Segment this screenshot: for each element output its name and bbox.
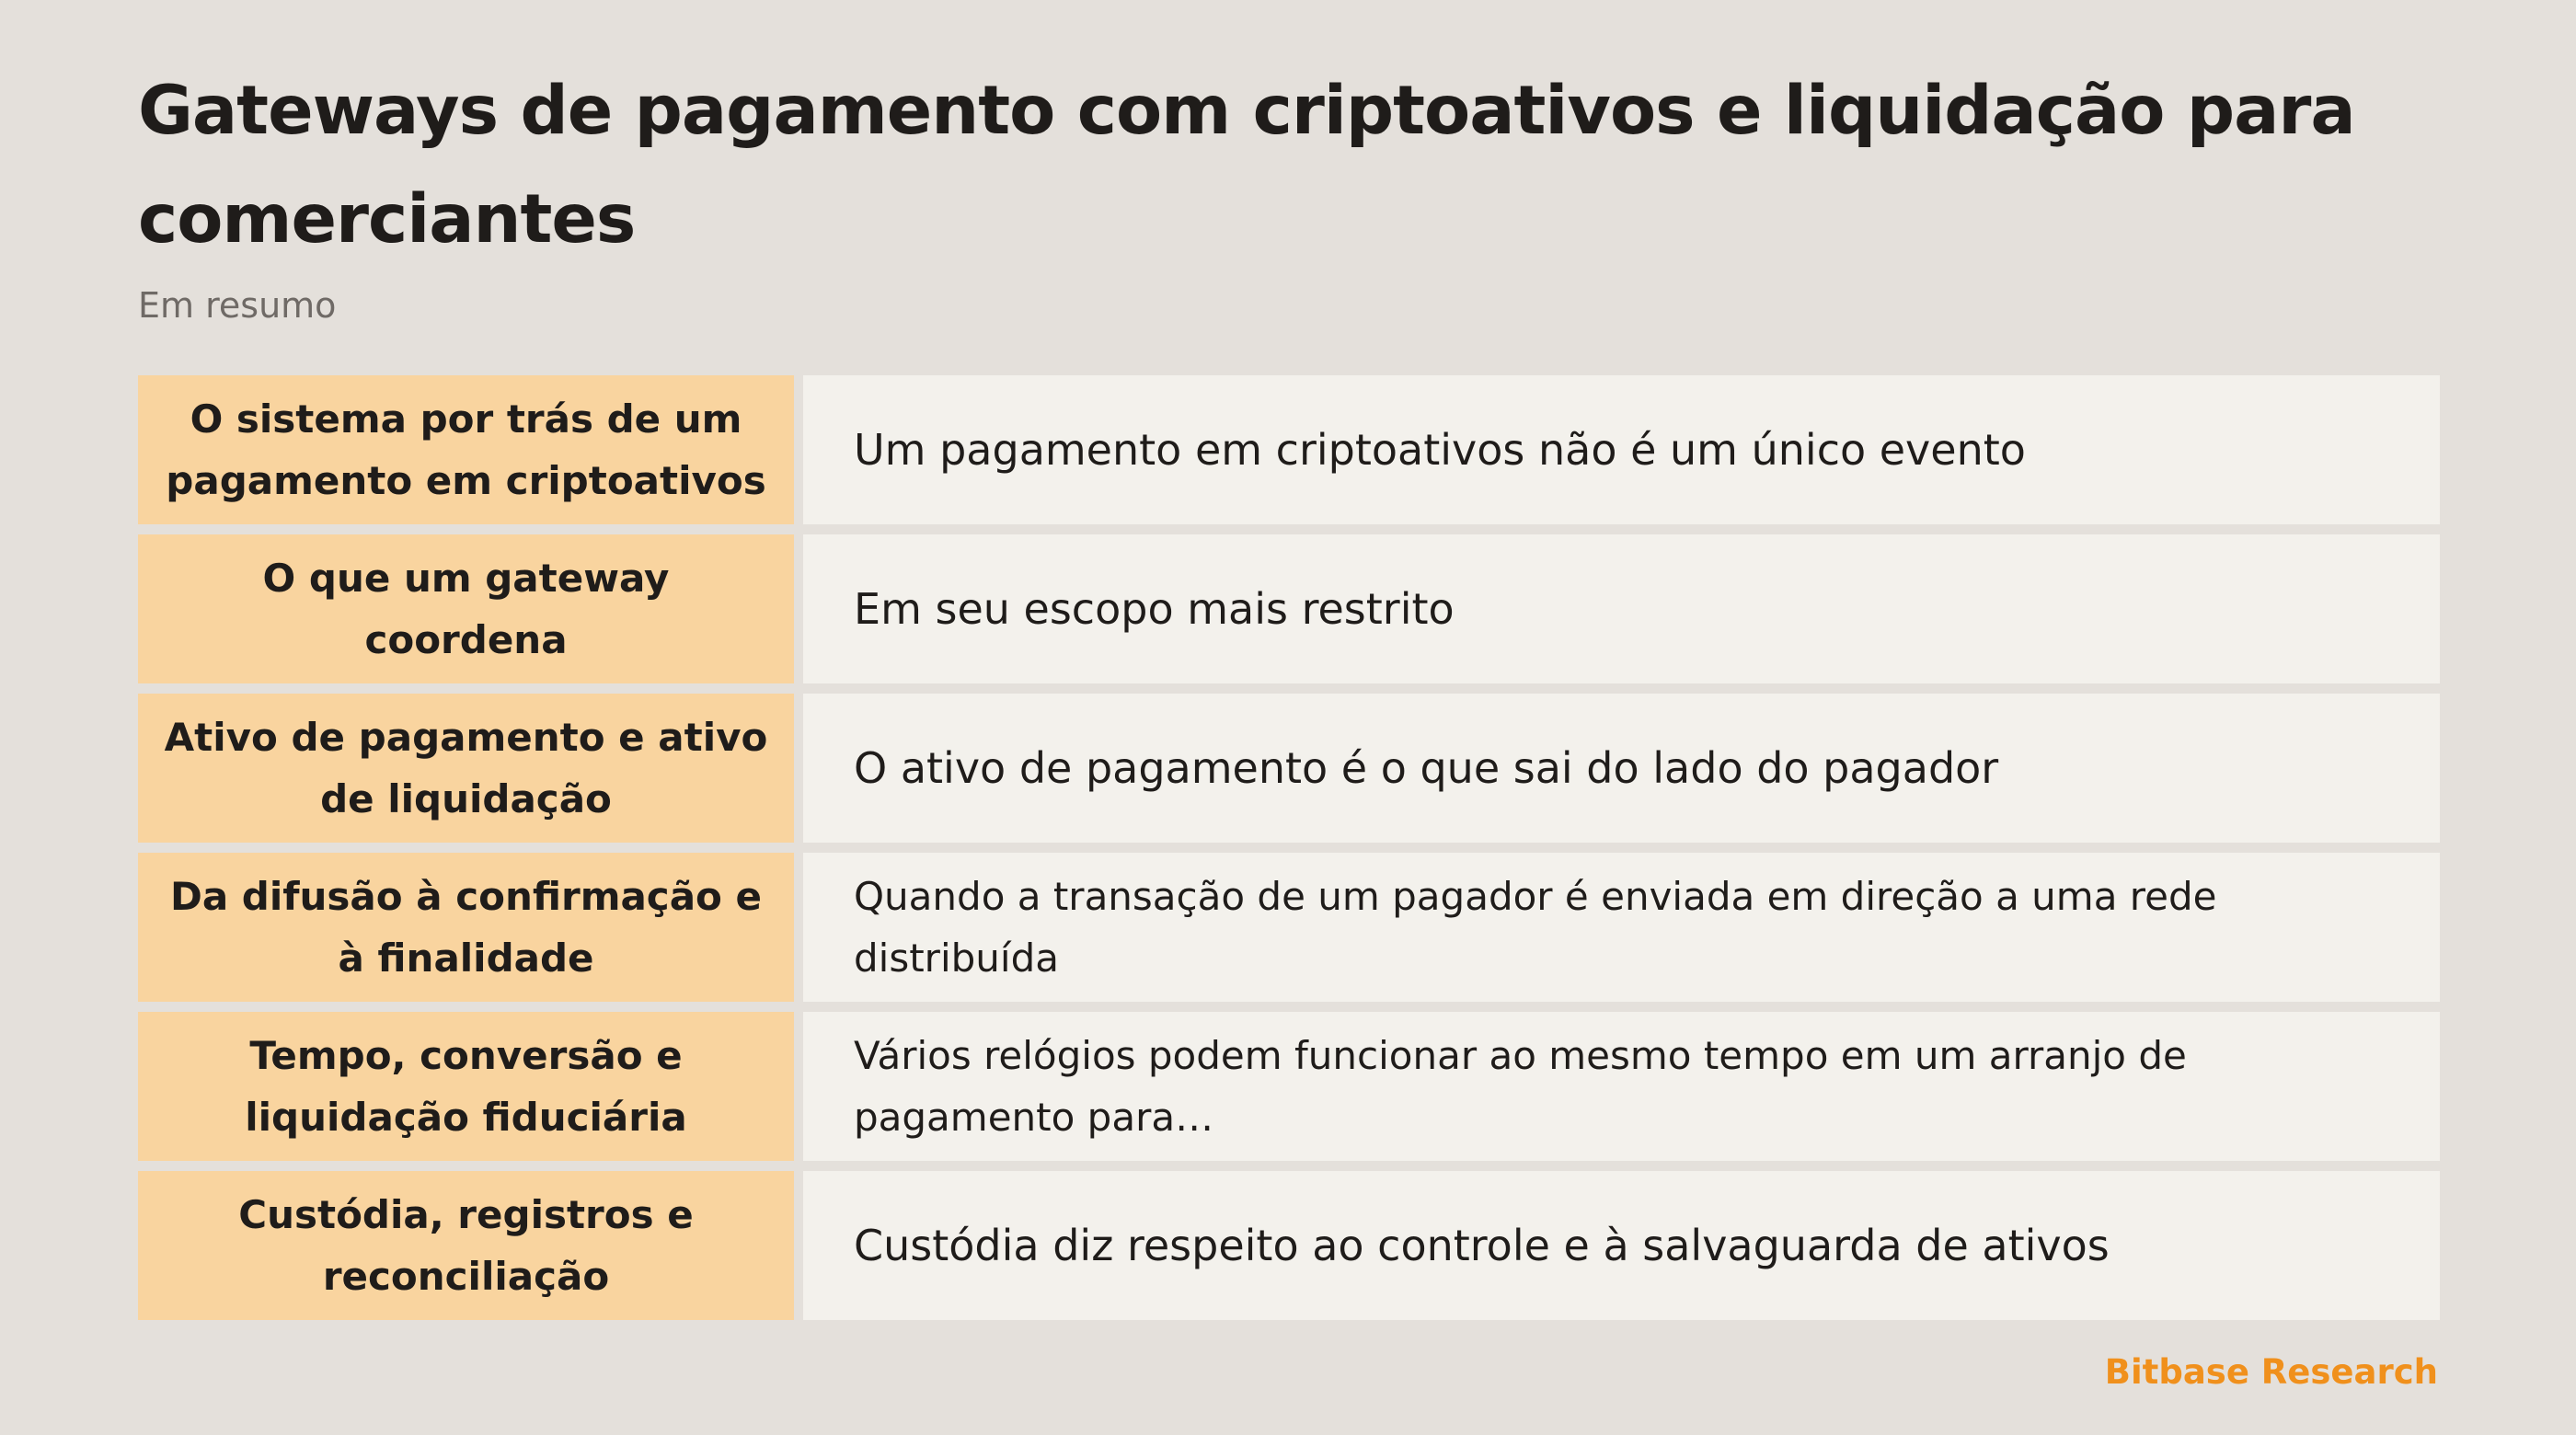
row-value: Um pagamento em criptoativos não é um único evento	[803, 375, 2440, 524]
summary-row	[138, 375, 2440, 524]
summary-row	[138, 1171, 2440, 1320]
row-value: Quando a transação de um pagador é enviada em direção a uma rede distribuída	[803, 853, 2440, 1002]
summary-row	[138, 853, 2440, 1002]
page-subtitle: Em resumo	[138, 285, 337, 326]
brand-label: Bitbase Research	[2104, 1352, 2438, 1392]
row-value: Vários relógios podem funcionar ao mesmo tempo em um arranjo de pagamento para…	[803, 1012, 2440, 1161]
row-label: Custódia, registros e reconciliação	[138, 1171, 794, 1320]
page-header	[138, 57, 2456, 327]
row-label: O que um gateway coordena	[138, 534, 794, 683]
summary-row	[138, 534, 2440, 683]
row-label: Da difusão à confirmação e à finalidade	[138, 853, 794, 1002]
summary-table	[138, 375, 2440, 1320]
row-label: Ativo de pagamento e ativo de liquidação	[138, 694, 794, 843]
summary-row	[138, 694, 2440, 843]
row-value: Custódia diz respeito ao controle e à salvaguarda de ativos	[803, 1171, 2440, 1320]
summary-row	[138, 1012, 2440, 1161]
row-value: Em seu escopo mais restrito	[803, 534, 2440, 683]
row-label: O sistema por trás de um pagamento em criptoativos	[138, 375, 794, 524]
page-title: Gateways de pagamento com criptoativos e liquidação para comerciantes	[138, 72, 2355, 258]
row-label: Tempo, conversão e liquidação fiduciária	[138, 1012, 794, 1161]
row-value: O ativo de pagamento é o que sai do lado do pagador	[803, 694, 2440, 843]
